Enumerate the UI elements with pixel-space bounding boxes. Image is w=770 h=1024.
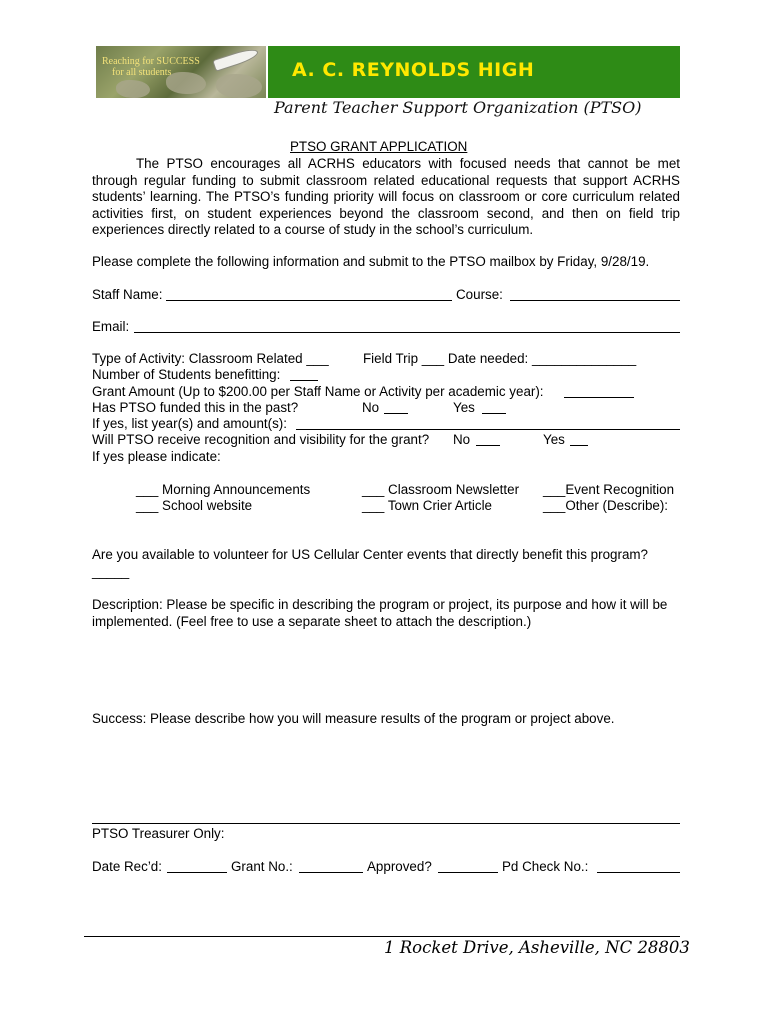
recognition-label: Will PTSO receive recognition and visibility for the grant? — [92, 432, 430, 447]
date-received-field[interactable] — [167, 872, 227, 873]
approved-field[interactable] — [438, 872, 498, 873]
logo-text: Reaching for SUCCESS for all students — [102, 56, 200, 78]
check-no-label: Pd Check No.: — [502, 859, 589, 874]
intro-paragraph: The PTSO encourages all ACRHS educators with focused needs that cannot be met through regular funding to submit classroom related educational requests that support ACRHS students’ learning. The PTSO’s funding priority will focus on classroom or core curriculum related activities first, on student experiences beyond the classroom second, and then on field trip experiences directly related to a course of study in the school’s curriculum. — [92, 156, 680, 237]
recognition-yes-field[interactable] — [570, 445, 588, 446]
email-field[interactable] — [134, 332, 680, 333]
recognition-yes-label: Yes — [543, 432, 565, 447]
grant-amount-label: Grant Amount (Up to $200.00 per Staff Name or Activity per academic year): — [92, 384, 544, 399]
grant-no-label: Grant No.: — [231, 859, 293, 874]
staff-name-field[interactable] — [166, 300, 452, 301]
funded-no-label: No — [362, 400, 380, 415]
funded-yes-field[interactable] — [482, 413, 506, 414]
activity-type-text: Type of Activity: Classroom Related ___ — [92, 351, 329, 366]
course-label: Course: — [456, 287, 503, 302]
section-divider — [92, 823, 680, 824]
grant-no-field[interactable] — [299, 872, 363, 873]
school-logo — [96, 46, 266, 98]
email-label: Email: — [92, 319, 130, 334]
option-town-crier[interactable]: ___ Town Crier Article — [362, 498, 492, 513]
option-other[interactable]: ___Other (Describe): — [543, 498, 669, 513]
check-no-field[interactable] — [597, 872, 680, 873]
list-years-field[interactable] — [296, 429, 680, 430]
school-name: A. C. REYNOLDS HIGH — [292, 59, 535, 81]
list-years-label: If yes, list year(s) and amount(s): — [92, 416, 287, 431]
form-title: PTSO GRANT APPLICATION — [290, 139, 468, 154]
instruction-text: Please complete the following information and submit to the PTSO mailbox by Friday, 9/28/19. — [92, 254, 650, 269]
option-morning-announcements[interactable]: ___ Morning Announcements — [136, 482, 311, 497]
option-classroom-newsletter[interactable]: ___ Classroom Newsletter — [362, 482, 520, 497]
treasurer-label: PTSO Treasurer Only: — [92, 826, 225, 841]
description-prompt: Description: Please be specific in describing the program or project, its purpose and how it will be implemented. (Feel free to use a separate sheet to attach the description.) — [92, 597, 668, 629]
field-trip-text: Field Trip ___ Date needed: ______________ — [363, 351, 637, 366]
footer-address: 1 Rocket Drive, Asheville, NC 28803 — [384, 938, 690, 957]
students-label: Number of Students benefitting: — [92, 367, 281, 382]
approved-label: Approved? — [367, 859, 432, 874]
option-event-recognition[interactable]: ___Event Recognition — [543, 482, 675, 497]
indicate-label: If yes please indicate: — [92, 449, 221, 464]
grant-amount-field[interactable] — [564, 397, 634, 398]
recognition-no-label: No — [453, 432, 471, 447]
option-school-website[interactable]: ___ School website — [136, 498, 253, 513]
success-prompt: Success: Please describe how you will measure results of the program or project above. — [92, 711, 615, 726]
school-banner — [268, 46, 680, 98]
funded-no-field[interactable] — [384, 413, 408, 414]
staff-name-label: Staff Name: — [92, 287, 163, 302]
course-field[interactable] — [510, 300, 680, 301]
volunteer-question: Are you available to volunteer for US Cellular Center events that directly benefit this program? — [92, 547, 648, 562]
funded-yes-label: Yes — [453, 400, 475, 415]
volunteer-field[interactable]: _____ — [92, 564, 130, 579]
footer-divider — [84, 936, 680, 937]
rocket-icon — [214, 47, 259, 70]
students-field[interactable] — [290, 380, 318, 381]
funded-before-label: Has PTSO funded this in the past? — [92, 400, 299, 415]
org-name: Parent Teacher Support Organization (PTSO) — [274, 98, 642, 117]
recognition-no-field[interactable] — [476, 445, 500, 446]
date-received-label: Date Rec’d: — [92, 859, 162, 874]
